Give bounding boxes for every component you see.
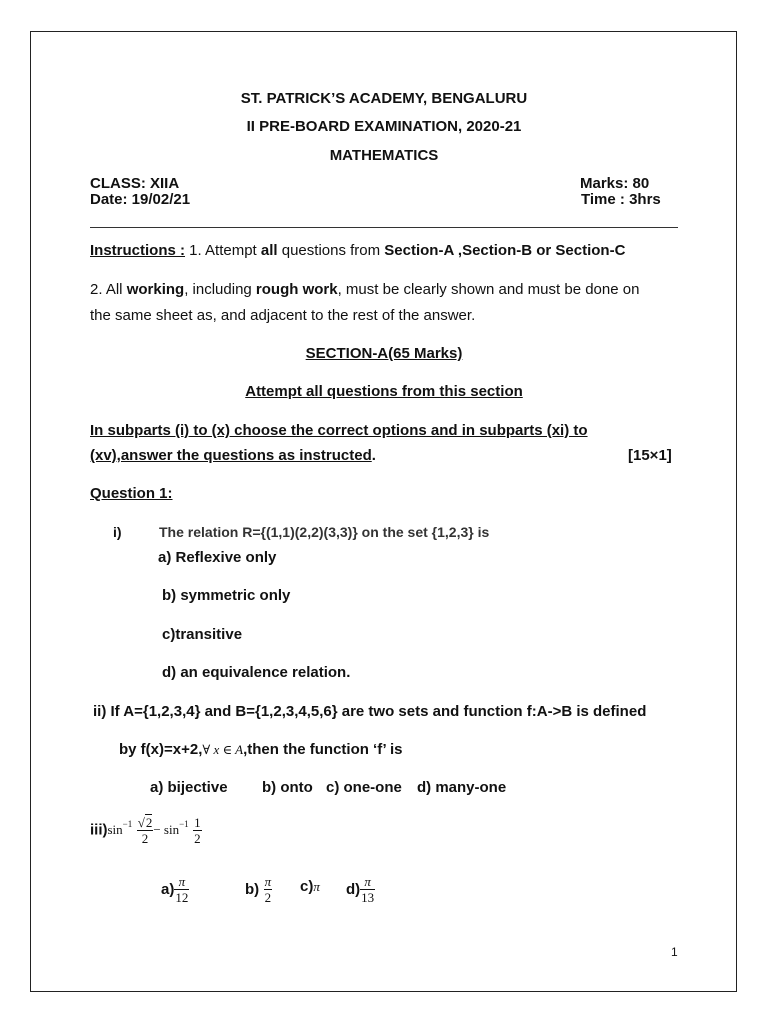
q3-option-b-label: b) (245, 881, 260, 898)
q2-option-b: b) onto (262, 779, 313, 796)
q1-option-b: b) symmetric only (162, 587, 291, 604)
q3-option-c (300, 878, 320, 896)
q3-fraction-1 (137, 814, 154, 846)
instructions-emphasis-all: all (260, 242, 278, 259)
q3-minus-sin: − sin (153, 822, 180, 837)
q2-option-a: a) bijective (150, 779, 228, 796)
q1-option-d: d) an equivalence relation. (162, 664, 351, 681)
instructions-text: , including (184, 281, 256, 298)
q3-option-b-numerator: π (264, 874, 272, 889)
q2-math-quantifier: ∀ x ∈ A (202, 742, 244, 757)
q3-inverse: −1 (122, 819, 133, 830)
q1-option-c: c)transitive (162, 626, 243, 643)
q3-option-a (161, 874, 189, 905)
q3-inverse-2: −1 (179, 819, 189, 830)
q2-line-2 (119, 741, 403, 758)
instructions-text: questions from (277, 242, 385, 259)
class-label: CLASS: XIIA (90, 175, 180, 192)
subparts-instruction-line-1: In subparts (i) to (x) choose the correct options and in subparts (xi) to (90, 422, 588, 439)
instructions-emphasis-rough-work: rough work (255, 281, 338, 298)
section-subtitle: Attempt all questions from this section (245, 383, 523, 400)
instructions-text: , must be clearly shown and must be done on (337, 281, 640, 298)
instructions-line-3: the same sheet as, and adjacent to the rest of the answer. (90, 307, 476, 324)
q3-fraction-2 (193, 815, 202, 846)
q1-number: i) (113, 524, 122, 540)
q1-text: The relation R={(1,1)(2,2)(3,3)} on the set {1,2,3} is (159, 524, 490, 540)
exam-title: II PRE-BOARD EXAMINATION, 2020-21 (246, 118, 522, 135)
q3-denominator-1: 2 (141, 831, 149, 846)
header-divider (90, 227, 678, 228)
q3-number: iii) (90, 821, 108, 839)
instructions-emphasis-working: working (126, 281, 185, 298)
instructions-sections: Section-A ,Section-B or Section-C (384, 242, 626, 259)
time-label: Time : 3hrs (581, 191, 661, 208)
sqrt-icon: √ (137, 815, 145, 830)
q3-option-d-denominator: 13 (361, 890, 375, 905)
subject-title: MATHEMATICS (329, 147, 439, 164)
instructions-text: 1. Attempt (185, 242, 261, 259)
q1-option-a: a) Reflexive only (158, 549, 277, 566)
marks-label: Marks: 80 (580, 175, 650, 192)
instructions-heading: Instructions : (90, 242, 186, 259)
q3-option-a-fraction (174, 874, 189, 905)
q2-text: by f(x)=x+2, (119, 741, 203, 758)
question-heading: Question 1: (90, 485, 173, 502)
subparts-instruction-line-2 (90, 447, 376, 464)
q2-option-d: d) many-one (417, 779, 507, 796)
q3-option-a-label: a) (161, 881, 175, 898)
q3-option-d-fraction (360, 874, 375, 905)
instructions-line-1 (90, 242, 625, 259)
q3-option-c-value: π (313, 879, 320, 894)
section-title: SECTION-A(65 Marks) (305, 345, 463, 362)
q3-expression (90, 814, 202, 846)
school-name: ST. PATRICK’S ACADEMY, BENGALURU (240, 90, 528, 107)
q3-option-b-fraction (264, 874, 273, 905)
q2-text: ,then the function ‘f’ is (243, 741, 403, 758)
q3-option-d (346, 874, 375, 905)
subparts-instruction-text: (xv),answer the questions as instructed (90, 447, 372, 464)
q3-option-d-label: d) (346, 881, 361, 898)
q3-sin: sin (107, 822, 123, 837)
q3-option-b (245, 874, 272, 905)
instructions-line-2 (90, 281, 639, 298)
q3-option-a-numerator: π (174, 874, 189, 890)
q3-option-d-numerator: π (360, 874, 375, 890)
date-label: Date: 19/02/21 (90, 191, 191, 208)
q3-option-c-label: c) (300, 878, 314, 895)
q3-numerator-2: 1 (194, 814, 201, 830)
q2-option-c: c) one-one (326, 779, 402, 796)
instructions-text: 2. All (90, 281, 127, 298)
subparts-period: . (371, 447, 376, 464)
q2-line-1: ii) If A={1,2,3,4} and B={1,2,3,4,5,6} are two sets and function f:A->B is defined (93, 703, 647, 720)
q3-denominator-2: 2 (194, 830, 201, 846)
page-number: 1 (671, 945, 678, 959)
q3-option-b-denominator: 2 (264, 890, 272, 905)
q3-option-a-denominator: 12 (175, 890, 189, 905)
q3-sqrt-value: 2 (145, 815, 153, 830)
section-marks: [15×1] (628, 447, 672, 464)
